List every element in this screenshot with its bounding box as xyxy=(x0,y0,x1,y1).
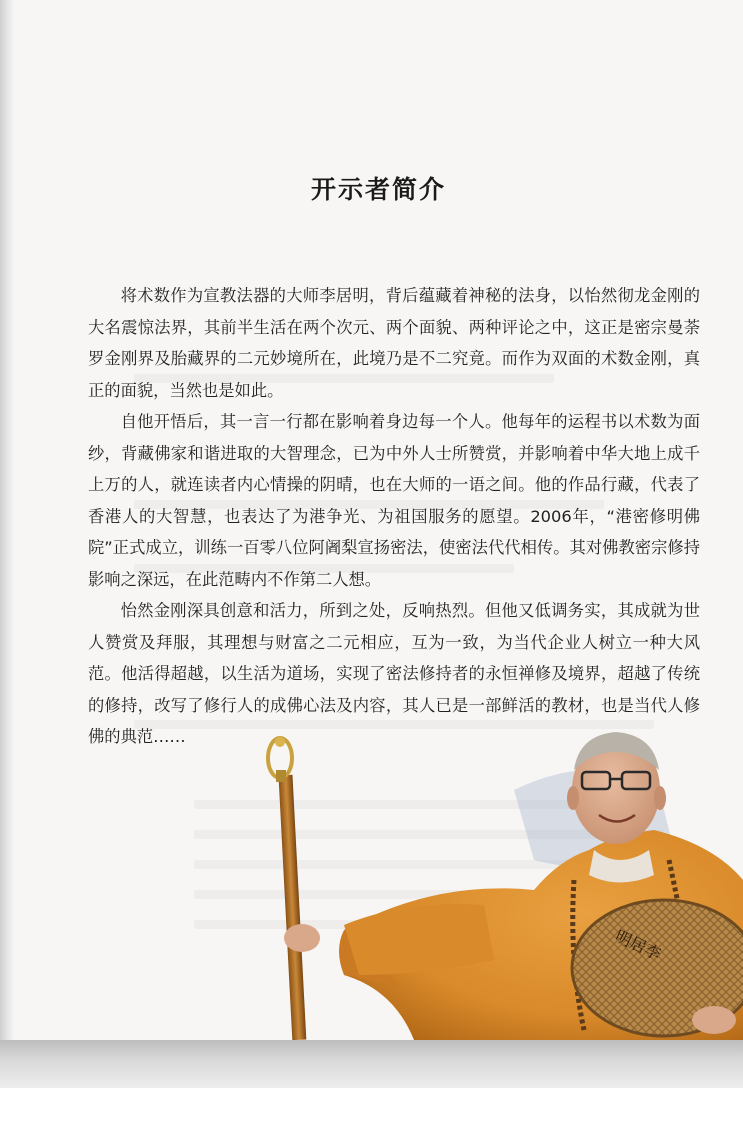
scan-bottom-edge xyxy=(0,1040,743,1088)
paragraph: 怡然金刚深具创意和活力，所到之处，反响热烈。但他又低调务实，其成就为世人赞赏及拜服，其理想与财富之二元相应，互为一致，为当代企业人树立一种大风范。他活得超越，以生活为道场，实现了密法修持者的永恒禅修及境界，超越了传统的修持，改写了修行人的成佛心法及内容，其人已是一部鲜活的教材，也是当代人修佛的典范…… xyxy=(88,601,700,746)
hand xyxy=(284,924,320,952)
master-photo xyxy=(14,0,743,1040)
robe-sleeve xyxy=(344,904,494,975)
scan-left-border xyxy=(0,0,14,1048)
page-title: 开示者简介 xyxy=(310,175,446,204)
paragraph: 将术数作为宣教法器的大师李居明，背后蕴藏着神秘的法身，以怡然彻龙金刚的大名震惊法界，其前半生活在两个次元、两个面貌、两种评论之中，这正是密宗曼荼罗金刚界及胎藏界的二元妙境所在，此境乃是不二究竟。而作为双面的术数金刚，真正的面貌，当然也是如此。 xyxy=(88,286,700,400)
khakkhara-staff xyxy=(268,737,306,1040)
hat-inscription: 明居李 xyxy=(612,926,664,964)
document-page xyxy=(14,0,743,1040)
paragraph: 自他开悟后，其一言一行都在影响着身边每一个人。他每年的运程书以术数为面纱，背藏佛家和谐进取的大智理念，已为中外人士所赞赏，并影响着中华大地上成千上万的人，就连读者内心情操的阴晴，也在大师的一语之间。他的作品行藏，代表了香港人的大智慧，也表达了为港争光、为祖国服务的愿望。2006年，“港密修明佛院”正式成立，训练一百零八位阿阇梨宣扬密法，使密法代代相传。其对佛教密宗修持影响之深远，在此范畴内不作第二人想。 xyxy=(88,412,700,589)
